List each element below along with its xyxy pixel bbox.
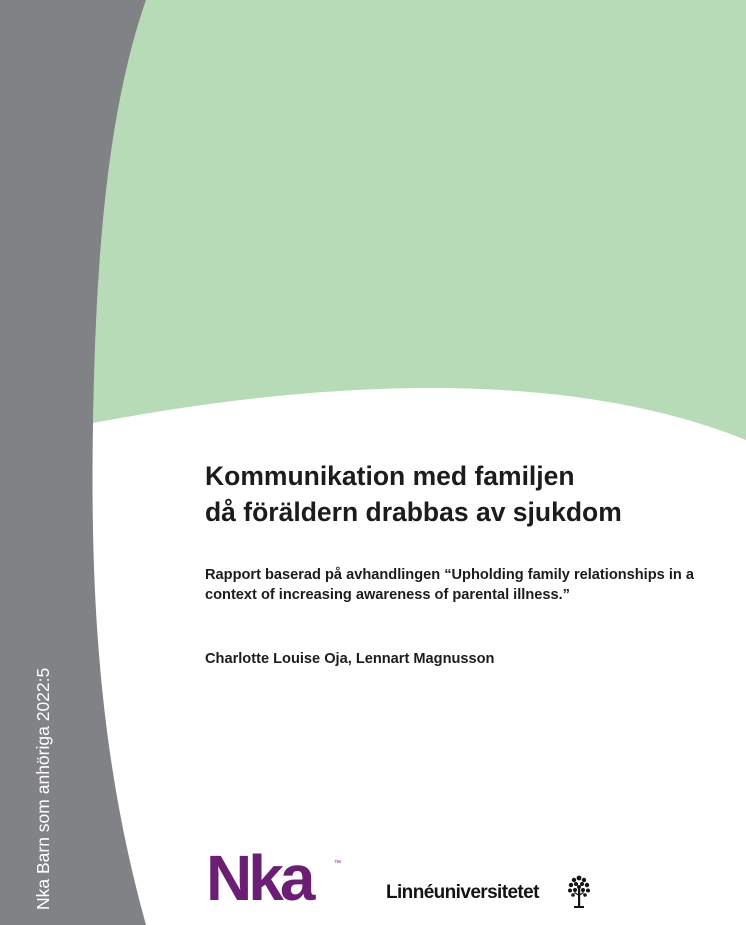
- nka-logo: [206, 842, 346, 914]
- title-line-1: Kommunikation med familjen: [205, 461, 575, 491]
- green-panel: [93, 0, 746, 440]
- subtitle-line-2: context of increasing awareness of parental illness.”: [205, 587, 570, 603]
- report-title: [205, 458, 725, 530]
- title-line-2: då föräldern drabbas av sjukdom: [205, 497, 622, 527]
- series-label: Nka Barn som anhöriga 2022:5: [33, 667, 53, 910]
- linneuniversitetet-logo: [386, 874, 606, 910]
- authors: Charlotte Louise Oja, Lennart Magnusson: [205, 651, 495, 667]
- nka-wordmark: Nka: [206, 842, 312, 914]
- subtitle-line-1: Rapport baserad på avhandlingen “Upholding family relationships in a: [205, 567, 694, 583]
- report-subtitle: [205, 565, 715, 605]
- linneuniversitetet-wordmark: Linnéuniversitetet: [386, 882, 539, 903]
- trademark-mark: ™: [334, 860, 341, 867]
- tree-icon: [566, 874, 592, 910]
